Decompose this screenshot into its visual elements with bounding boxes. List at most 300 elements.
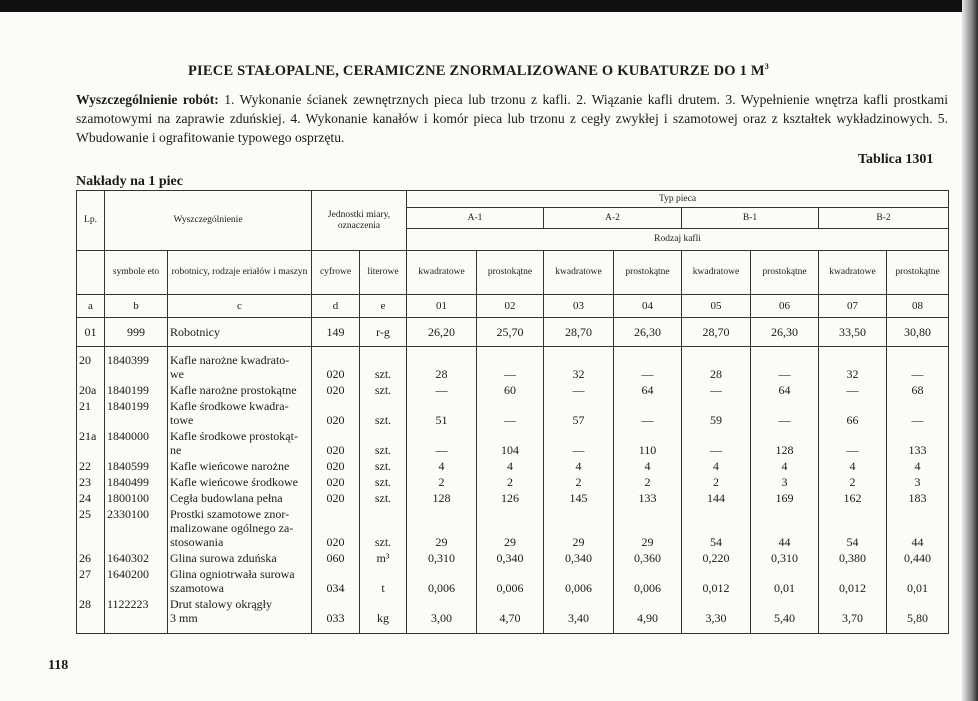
item-unit-code: 060 xyxy=(326,551,345,565)
item-lp: 25 xyxy=(79,507,91,521)
item-value: 3,70 xyxy=(842,611,863,625)
item-value: — xyxy=(778,413,791,427)
item-symbol: 1840499 xyxy=(107,475,149,489)
robotnicy-cell: 28,70 xyxy=(544,318,614,347)
header-kind-5: kwadratowe xyxy=(682,251,751,295)
spacer xyxy=(684,429,748,443)
header-robotnicy: robotnicy, rodzaje eriałów i maszyn xyxy=(168,251,312,295)
item-value: 5,40 xyxy=(774,611,795,625)
item-value: 2 xyxy=(438,475,445,489)
spacer xyxy=(616,429,679,443)
spacer xyxy=(314,597,357,611)
spacer xyxy=(821,507,884,521)
item-value: 44 xyxy=(911,535,924,549)
header-rodzaj-kafli: Rodzaj kafli xyxy=(407,229,949,251)
item-name-line: towe xyxy=(170,413,194,427)
spacer xyxy=(79,367,102,381)
item-value: 0,01 xyxy=(774,581,795,595)
spacer xyxy=(753,399,816,413)
item-value: 0,012 xyxy=(702,581,730,595)
item-unit-code: 034 xyxy=(326,581,345,595)
item-symbol: 1840399 xyxy=(107,353,149,367)
index-cell: b xyxy=(105,295,168,318)
item-unit: szt. xyxy=(374,459,392,473)
spacer xyxy=(753,353,816,367)
header-type-a2: A-2 xyxy=(544,208,682,229)
robotnicy-cell: 26,30 xyxy=(751,318,819,347)
col-lp xyxy=(77,347,105,634)
header-kind-2: prostokątne xyxy=(477,251,544,295)
header-type-b1: B-1 xyxy=(682,208,819,229)
intro-label: Wyszczególnienie robót: xyxy=(76,92,219,107)
spacer xyxy=(314,507,357,521)
item-value: 0,340 xyxy=(496,551,524,565)
item-unit-code: 020 xyxy=(326,443,345,457)
spacer xyxy=(107,413,165,427)
spacer xyxy=(362,521,404,535)
item-value: 4 xyxy=(713,459,719,473)
item-value: 2 xyxy=(507,475,513,489)
item-unit: t xyxy=(381,581,385,595)
spacer xyxy=(314,429,357,443)
spacer xyxy=(889,567,946,581)
item-value: 2 xyxy=(713,475,719,489)
item-symbol: 1840199 xyxy=(107,399,149,413)
spacer xyxy=(889,353,946,367)
item-value: — xyxy=(504,367,516,381)
index-cell: 04 xyxy=(614,295,682,318)
item-value: 32 xyxy=(572,367,585,381)
index-cell: 05 xyxy=(682,295,751,318)
spacer xyxy=(684,399,748,413)
col-value-06 xyxy=(751,347,819,634)
item-value: 32 xyxy=(846,367,859,381)
item-value: 29 xyxy=(504,535,516,549)
item-value: 145 xyxy=(569,491,588,505)
spacer xyxy=(889,507,946,521)
intro-paragraph xyxy=(76,90,948,147)
spacer xyxy=(546,399,611,413)
spacer xyxy=(753,507,816,521)
item-lp: 26 xyxy=(79,551,91,565)
spacer xyxy=(409,429,474,443)
col-symbol xyxy=(105,347,168,634)
item-value: — xyxy=(911,367,924,381)
spacer xyxy=(107,367,165,381)
item-unit-code: 020 xyxy=(326,475,345,489)
item-value: — xyxy=(435,443,448,457)
item-name-line: Glina ogniotrwała surowa xyxy=(170,567,295,581)
spacer xyxy=(107,521,165,535)
spacer xyxy=(753,429,816,443)
spacer xyxy=(616,353,679,367)
item-value: 162 xyxy=(843,491,862,505)
spacer xyxy=(821,353,884,367)
item-unit: m³ xyxy=(376,551,390,565)
item-value: 0,440 xyxy=(904,551,932,565)
item-symbol: 1640302 xyxy=(107,551,149,565)
item-unit-code: 020 xyxy=(326,491,345,505)
item-unit: kg xyxy=(377,611,389,625)
item-value: 169 xyxy=(775,491,794,505)
header-kind-8: prostokątne xyxy=(887,251,949,295)
item-unit: szt. xyxy=(374,413,392,427)
robotnicy-cell: 26,20 xyxy=(407,318,477,347)
spacer xyxy=(616,521,679,535)
header-typ-pieca: Typ pieca xyxy=(407,191,949,208)
item-value: 29 xyxy=(641,535,654,549)
index-cell: 07 xyxy=(819,295,887,318)
spacer xyxy=(479,567,541,581)
item-value: 5,80 xyxy=(907,611,929,625)
item-name-line: we xyxy=(170,367,184,381)
spacer xyxy=(889,597,946,611)
item-value: 0,310 xyxy=(428,551,455,565)
spacer xyxy=(546,597,611,611)
index-cell: 01 xyxy=(407,295,477,318)
item-unit-code: 020 xyxy=(326,383,345,397)
item-value: 0,380 xyxy=(839,551,866,565)
spacer xyxy=(314,521,357,535)
item-lp: 22 xyxy=(79,459,91,473)
spacer xyxy=(684,597,748,611)
spacer xyxy=(107,581,165,595)
robotnicy-cell: 28,70 xyxy=(682,318,751,347)
item-unit: szt. xyxy=(374,535,392,549)
table-number-label: Tablica 1301 xyxy=(858,152,934,167)
spacer xyxy=(362,567,404,581)
spacer xyxy=(546,429,611,443)
spacer xyxy=(409,597,474,611)
col-value-04 xyxy=(614,347,682,634)
spacer xyxy=(409,399,474,413)
spacer xyxy=(821,567,884,581)
norms-table xyxy=(76,190,949,634)
item-value: 0,012 xyxy=(839,581,866,595)
robotnicy-cell: Robotnicy xyxy=(168,318,312,347)
column-index-row xyxy=(77,295,949,318)
col-name xyxy=(168,347,312,634)
index-cell: e xyxy=(360,295,407,318)
item-value: 4 xyxy=(914,459,921,473)
spacer xyxy=(479,429,541,443)
item-value: — xyxy=(435,383,448,397)
item-value: 128 xyxy=(432,491,451,505)
col-value-02 xyxy=(477,347,544,634)
item-value: — xyxy=(846,443,859,457)
col-value-05 xyxy=(682,347,751,634)
item-value: 28 xyxy=(435,367,448,381)
spacer xyxy=(79,443,102,457)
spacer xyxy=(684,567,748,581)
item-unit: szt. xyxy=(374,383,392,397)
spacer xyxy=(479,399,541,413)
header-kind-4: prostokątne xyxy=(614,251,682,295)
header-jednostki: Jednostki miary, oznaczenia xyxy=(312,191,407,251)
item-value: 133 xyxy=(638,491,657,505)
spacer xyxy=(546,507,611,521)
item-name-line: ne xyxy=(170,443,182,457)
spacer xyxy=(753,597,816,611)
spacer xyxy=(362,429,404,443)
header-kind-6: prostokątne xyxy=(751,251,819,295)
item-name-line: Prostki szamotowe znor- xyxy=(170,507,290,521)
spacer xyxy=(107,535,165,549)
item-name-line: Kafle środkowe kwadra- xyxy=(170,399,289,413)
intro-text: 1. Wykonanie ścianek zewnętrznych pieca lub trzonu z kafli. 2. Wiązanie kafli drutem. 3. Wypełnienie wnętrza kafli prostkami szamotowymi na zaprawie zduńskiej. 4. Wykonanie kanałów i komór pieca lub trzonu z cegły zwykłej i szamotowej oraz z kształtek wykładzinowych. 5. Wbudowanie i ografitowanie typowego osprzętu. xyxy=(76,92,948,145)
index-cell: 06 xyxy=(751,295,819,318)
materials-block xyxy=(77,347,949,634)
index-cell: d xyxy=(312,295,360,318)
item-value: 4 xyxy=(849,459,856,473)
spacer xyxy=(79,521,102,535)
item-lp: 23 xyxy=(79,475,91,489)
item-value: — xyxy=(504,413,516,427)
spacer xyxy=(546,353,611,367)
top-edge xyxy=(0,0,978,12)
spacer xyxy=(889,521,946,535)
item-value: 66 xyxy=(846,413,859,427)
spacer xyxy=(409,567,474,581)
item-unit: szt. xyxy=(374,491,392,505)
item-value: 104 xyxy=(501,443,519,457)
item-value: — xyxy=(641,413,654,427)
item-unit-code: 020 xyxy=(326,367,345,381)
item-value: 2 xyxy=(644,475,651,489)
item-lp: 21 xyxy=(79,399,91,413)
item-value: 4 xyxy=(575,459,582,473)
robotnicy-cell: 30,80 xyxy=(887,318,949,347)
page-number: 118 xyxy=(48,658,69,673)
robotnicy-cell: 33,50 xyxy=(819,318,887,347)
page-title: PIECE STAŁOPALNE, CERAMICZNE ZNORMALIZOWANE O KUBATURZE DO 1 $M^3$ xyxy=(188,62,769,79)
item-symbol: 1840000 xyxy=(107,429,149,443)
item-value: 64 xyxy=(641,383,654,397)
item-value: 57 xyxy=(572,413,585,427)
spacer xyxy=(362,353,404,367)
robotnicy-cell: 149 xyxy=(312,318,360,347)
item-unit-code: 020 xyxy=(326,535,345,549)
robotnicy-cell: r-g xyxy=(360,318,407,347)
index-cell: c xyxy=(168,295,312,318)
item-name-line: Glina surowa zduńska xyxy=(170,551,277,565)
spacer xyxy=(684,353,748,367)
spacer xyxy=(479,507,541,521)
item-lp: 20 xyxy=(79,353,91,367)
item-symbol: 1122223 xyxy=(107,597,149,611)
item-value: 2 xyxy=(849,475,856,489)
page-right-edge xyxy=(962,0,978,701)
spacer xyxy=(79,413,102,427)
item-value: 4 xyxy=(507,459,513,473)
item-value: 29 xyxy=(572,535,585,549)
robotnicy-cell: 01 xyxy=(77,318,105,347)
spacer xyxy=(409,521,474,535)
item-unit: szt. xyxy=(374,367,392,381)
item-name-line: Kafle narożne prostokątne xyxy=(170,383,297,397)
col-value-01 xyxy=(407,347,477,634)
spacer xyxy=(409,353,474,367)
item-symbol: 2330100 xyxy=(107,507,149,521)
header-kind-1: kwadratowe xyxy=(407,251,477,295)
item-value: — xyxy=(572,383,585,397)
robotnicy-cell: 999 xyxy=(105,318,168,347)
spacer xyxy=(79,611,102,625)
item-lp: 20a xyxy=(79,383,97,397)
spacer xyxy=(107,611,165,625)
header-type-a1: A-1 xyxy=(407,208,544,229)
item-value: 3 xyxy=(781,475,788,489)
item-value: 126 xyxy=(501,491,519,505)
spacer xyxy=(821,521,884,535)
spacer xyxy=(753,521,816,535)
col-literowe xyxy=(360,347,407,634)
item-value: 3,00 xyxy=(431,611,452,625)
header-wyszczegolnienie: Wyszczególnienie xyxy=(105,191,312,251)
item-value: 4,90 xyxy=(637,611,658,625)
spacer xyxy=(616,567,679,581)
item-value: 110 xyxy=(638,443,657,457)
index-cell: 08 xyxy=(887,295,949,318)
item-name-line: szamotowa xyxy=(170,581,224,595)
col-cyfrowe xyxy=(312,347,360,634)
item-value: 4 xyxy=(438,459,445,473)
spacer xyxy=(616,399,679,413)
index-cell: a xyxy=(77,295,105,318)
item-lp: 21a xyxy=(79,429,97,443)
item-value: 0,006 xyxy=(634,581,661,595)
col-value-03 xyxy=(544,347,614,634)
item-name-line: Kafle wieńcowe środkowe xyxy=(170,475,298,489)
header-type-b2: B-2 xyxy=(819,208,949,229)
spacer xyxy=(79,535,102,549)
item-value: 0,220 xyxy=(702,551,730,565)
spacer xyxy=(889,429,946,443)
item-value: 60 xyxy=(504,383,516,397)
header-lp: Lp. xyxy=(77,191,105,251)
item-name-line: Drut stalowy okrągły xyxy=(170,597,272,611)
item-value: 0,006 xyxy=(496,581,524,595)
item-name-line: Kafle środkowe prostokąt- xyxy=(170,429,298,443)
header-kind-7: kwadratowe xyxy=(819,251,887,295)
header-symbole: symbole eto xyxy=(105,251,168,295)
item-value: 0,310 xyxy=(771,551,798,565)
item-value: 183 xyxy=(908,491,927,505)
item-name-line: Cegła budowlana pełna xyxy=(170,491,283,505)
header-cyfrowe: cyfrowe xyxy=(312,251,360,295)
item-value: 29 xyxy=(435,535,448,549)
robotnicy-row xyxy=(77,318,949,347)
item-value: 0,006 xyxy=(428,581,455,595)
item-value: — xyxy=(911,413,924,427)
spacer xyxy=(314,399,357,413)
spacer xyxy=(821,597,884,611)
item-lp: 28 xyxy=(79,597,91,611)
item-name-line: Kafle wieńcowe narożne xyxy=(170,459,290,473)
item-value: 2 xyxy=(575,475,582,489)
item-value: — xyxy=(710,443,722,457)
index-cell: 02 xyxy=(477,295,544,318)
item-lp: 27 xyxy=(79,567,91,581)
item-unit-code: 033 xyxy=(326,611,345,625)
item-value: 54 xyxy=(846,535,859,549)
spacer xyxy=(821,399,884,413)
header-literowe: literowe xyxy=(360,251,407,295)
item-name-line: 3 mm xyxy=(170,611,198,625)
item-value: — xyxy=(572,443,585,457)
spacer xyxy=(362,597,404,611)
item-value: — xyxy=(641,367,654,381)
item-value: 144 xyxy=(707,491,725,505)
item-unit-code: 020 xyxy=(326,413,345,427)
spacer xyxy=(753,567,816,581)
table-subtitle: Nakłady na 1 piec xyxy=(76,174,183,189)
header-kind-3: kwadratowe xyxy=(544,251,614,295)
spacer xyxy=(889,399,946,413)
spacer xyxy=(546,521,611,535)
item-value: 3,40 xyxy=(568,611,589,625)
spacer xyxy=(79,581,102,595)
item-value: 3,30 xyxy=(705,611,727,625)
item-name-line: stosowania xyxy=(170,535,224,549)
item-value: 128 xyxy=(775,443,794,457)
item-value: — xyxy=(710,383,722,397)
item-unit: szt. xyxy=(374,443,392,457)
index-cell: 03 xyxy=(544,295,614,318)
spacer xyxy=(362,507,404,521)
spacer xyxy=(362,399,404,413)
spacer xyxy=(479,353,541,367)
spacer xyxy=(479,597,541,611)
item-unit-code: 020 xyxy=(326,459,345,473)
item-name-line: malizowane ogólnego za- xyxy=(170,521,294,535)
item-value: 0,006 xyxy=(565,581,592,595)
item-value: 44 xyxy=(778,535,791,549)
spacer xyxy=(684,521,748,535)
spacer xyxy=(107,443,165,457)
spacer xyxy=(616,597,679,611)
spacer xyxy=(616,507,679,521)
spacer xyxy=(314,567,357,581)
item-name-line: Kafle narożne kwadrato- xyxy=(170,353,290,367)
spacer xyxy=(546,567,611,581)
item-value: 51 xyxy=(435,413,448,427)
spacer xyxy=(821,429,884,443)
item-value: 64 xyxy=(778,383,791,397)
spacer xyxy=(684,507,748,521)
item-symbol: 1840199 xyxy=(107,383,149,397)
spacer xyxy=(409,507,474,521)
col-value-08 xyxy=(887,347,949,634)
item-value: 4 xyxy=(781,459,788,473)
item-value: 28 xyxy=(710,367,722,381)
item-value: 59 xyxy=(710,413,722,427)
item-lp: 24 xyxy=(79,491,91,505)
spacer xyxy=(479,521,541,535)
item-value: 54 xyxy=(710,535,722,549)
item-unit: szt. xyxy=(374,475,392,489)
item-symbol: 1840599 xyxy=(107,459,149,473)
item-value: 4,70 xyxy=(499,611,521,625)
item-value: 0,01 xyxy=(907,581,929,595)
item-value: — xyxy=(846,383,859,397)
col-value-07 xyxy=(819,347,887,634)
robotnicy-cell: 26,30 xyxy=(614,318,682,347)
item-value: 68 xyxy=(911,383,924,397)
item-value: — xyxy=(778,367,791,381)
item-value: 133 xyxy=(908,443,927,457)
robotnicy-cell: 25,70 xyxy=(477,318,544,347)
